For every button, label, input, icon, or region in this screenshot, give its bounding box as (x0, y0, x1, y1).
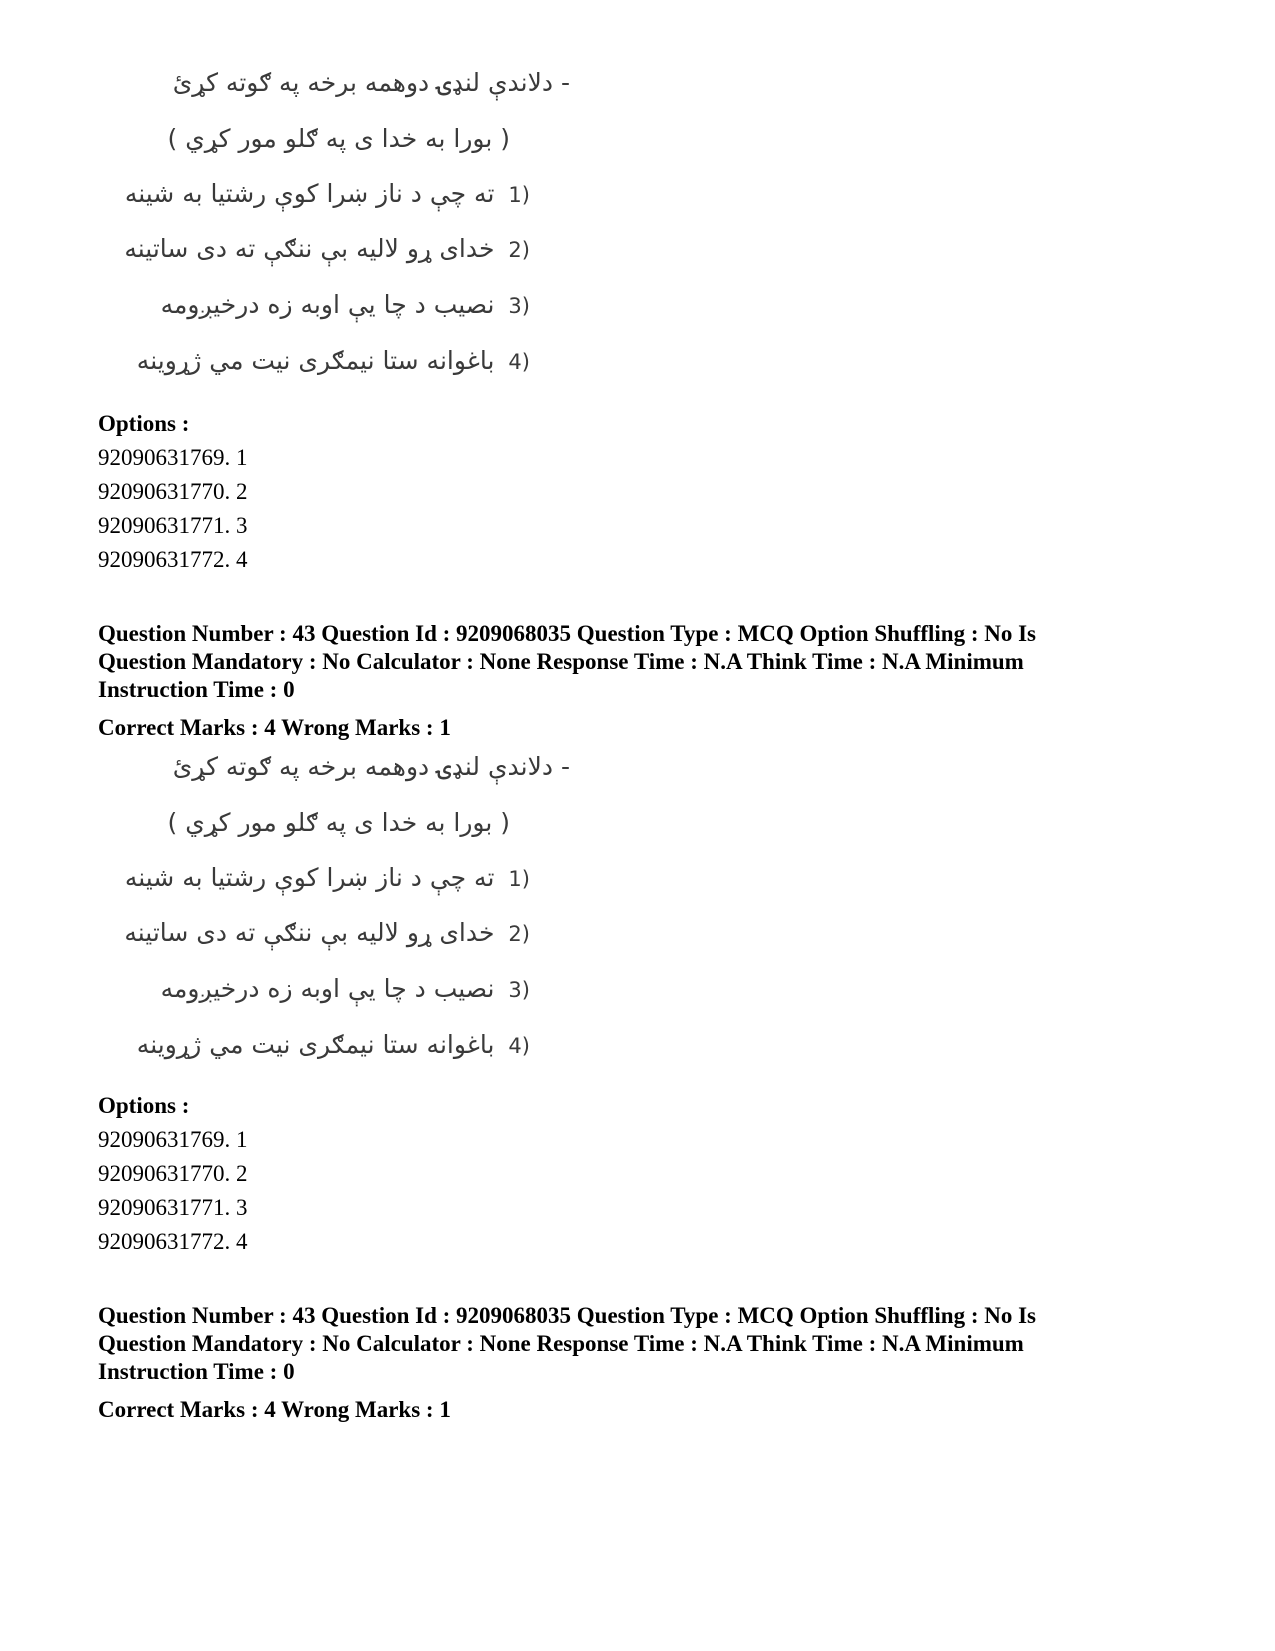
option-item: 92090631769. 1 (98, 1127, 248, 1152)
choice-number: (3 (508, 978, 530, 1002)
choice-number: (1 (508, 867, 530, 891)
question-meta-line: Instruction Time : 0 (98, 677, 295, 702)
question-marks: Correct Marks : 4 Wrong Marks : 1 (98, 1397, 451, 1422)
question-couplet (168, 124, 510, 158)
question-choice-4 (137, 1030, 530, 1064)
choice-number: (2 (508, 922, 530, 946)
choice-number: (2 (508, 238, 530, 262)
question-instruction (173, 752, 570, 786)
choice-number: (4 (508, 1034, 530, 1058)
choice-text: ته چې د ناز ښرا کوې رشتیا به شینه (124, 179, 495, 208)
question-meta (98, 1302, 1188, 1386)
question-meta-line: Instruction Time : 0 (98, 1359, 295, 1384)
question-couplet (168, 808, 510, 842)
options-heading: Options : (98, 1093, 190, 1118)
option-item: 92090631771. 3 (98, 513, 248, 538)
question-couplet-text: ( بورا به خدا ی په ګلو مور کړي ) (167, 124, 510, 153)
question-meta-line: Question Number : 43 Question Id : 9209068035 Question Type : MCQ Option Shuffling : No Is (98, 621, 1037, 646)
question-instruction (173, 68, 570, 102)
question-meta-line: Question Mandatory : No Calculator : None Response Time : N.A Think Time : N.A Minimum (98, 649, 1024, 674)
choice-text: خدای ړو لالیه بې ننګې ته دی ساتینه (124, 234, 495, 263)
option-item: 92090631771. 3 (98, 1195, 248, 1220)
question-choice-4 (137, 346, 530, 380)
choice-text: نصیب د چا يې اوبه زه درخیږومه (160, 974, 495, 1003)
question-choice-1 (125, 179, 530, 213)
option-item: 92090631770. 2 (98, 479, 248, 504)
choice-number: (4 (508, 350, 530, 374)
choice-text: باغوانه ستا نیمګری نیت مي ژړوینه (136, 1030, 495, 1059)
question-couplet-text: ( بورا به خدا ی په ګلو مور کړي ) (167, 808, 510, 837)
option-item: 92090631769. 1 (98, 445, 248, 470)
option-item: 92090631770. 2 (98, 1161, 248, 1186)
question-choice-3 (161, 974, 530, 1008)
choice-text: ته چې د ناز ښرا کوې رشتیا به شینه (124, 863, 495, 892)
choice-number: (1 (508, 183, 530, 207)
option-item: 92090631772. 4 (98, 547, 248, 572)
question-meta-line: Question Mandatory : No Calculator : None Response Time : N.A Think Time : N.A Minimum (98, 1331, 1024, 1356)
options-heading: Options : (98, 411, 190, 436)
question-choice-2 (124, 918, 530, 952)
choice-text: باغوانه ستا نیمګری نیت مي ژړوینه (136, 346, 495, 375)
option-item: 92090631772. 4 (98, 1229, 248, 1254)
choice-number: (3 (508, 294, 530, 318)
question-choice-2 (124, 234, 530, 268)
question-meta-line: Question Number : 43 Question Id : 9209068035 Question Type : MCQ Option Shuffling : No Is (98, 1303, 1037, 1328)
question-meta (98, 620, 1188, 704)
question-choice-1 (125, 863, 530, 897)
question-instruction-text: - دلاندې لنډۍ دوهمه برخه په ګوته کړئ (172, 68, 570, 97)
choice-text: خدای ړو لالیه بې ننګې ته دی ساتینه (124, 918, 495, 947)
question-choice-3 (161, 290, 530, 324)
question-instruction-text: - دلاندې لنډۍ دوهمه برخه په ګوته کړئ (172, 752, 570, 781)
question-marks: Correct Marks : 4 Wrong Marks : 1 (98, 715, 451, 740)
choice-text: نصیب د چا يې اوبه زه درخیږومه (160, 290, 495, 319)
